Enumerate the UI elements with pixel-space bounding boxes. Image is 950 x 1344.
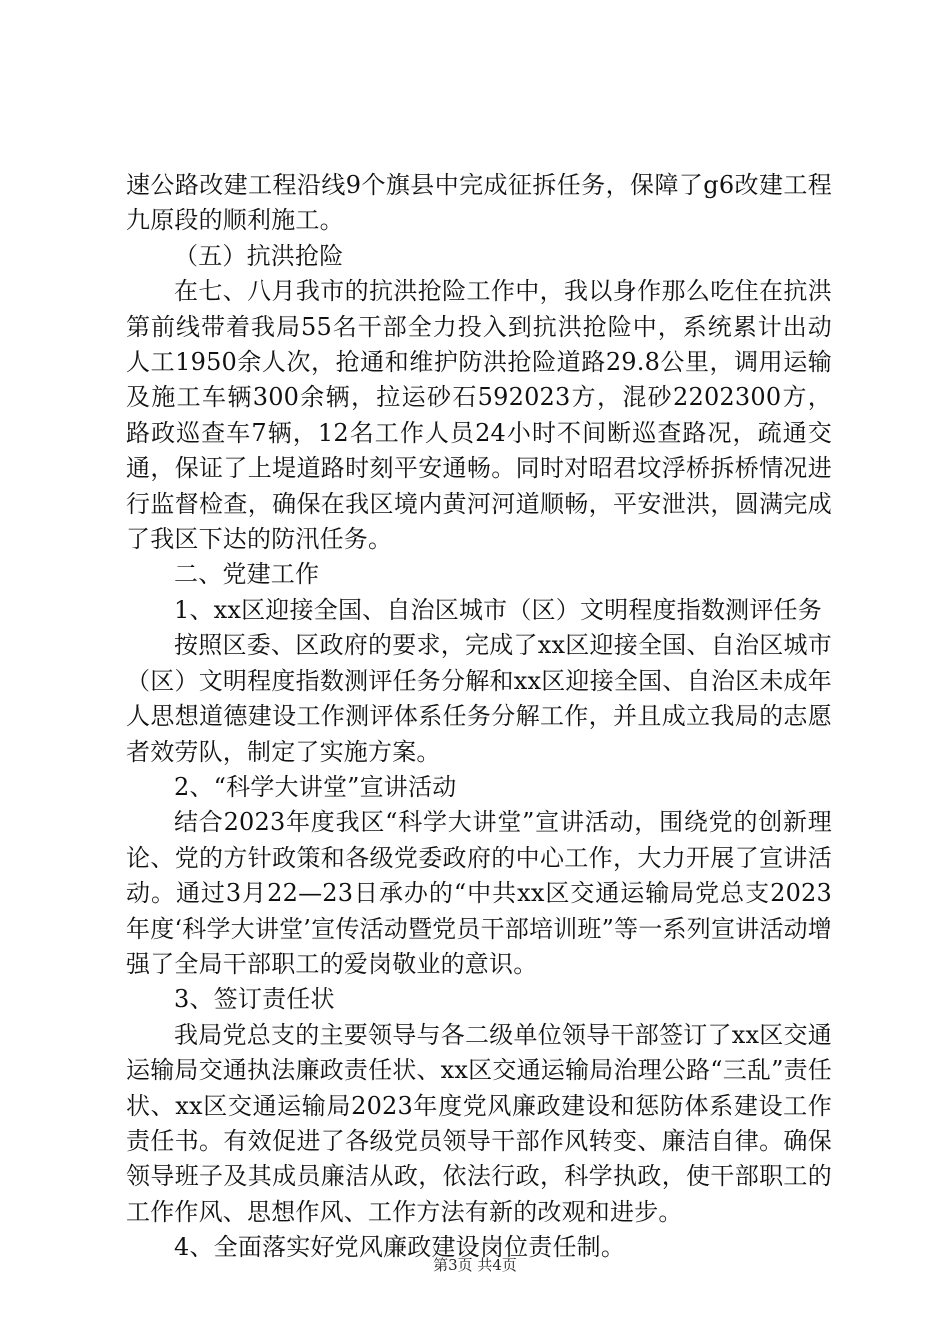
- subheading-civilization-evaluation: 1、xx区迎接全国、自治区城市（区）文明程度指数测评任务: [174, 595, 822, 624]
- document-body: [126, 168, 832, 1266]
- subheading-responsibility-agreement: 3、签订责任状: [174, 985, 335, 1014]
- section-heading-flood-relief: （五）抗洪抢险: [174, 241, 344, 270]
- subheading-science-lecture: 2、“科学大讲堂”宣讲活动: [174, 772, 457, 801]
- paragraph-flood-relief: 在七、八月我市的抗洪抢险工作中，我以身作那么吃住在抗洪第前线带着我局55名干部全力投入到抗洪抢险中，系统累计出动人工1950余人次，抢通和维护防洪抢险道路29.8公里，调用运输及施工车辆300余辆，拉运砂石592023方，混砂2202300方，路政巡查车7辆，12名工作人员24小时不间断巡查路况，疏通交通，保证了上堤道路时刻平安通畅。同时对昭君坟浮桥拆桥情况进行监督检查，确保在我区境内黄河河道顺畅，平安泄洪，圆满完成了我区下达的防汛任务。: [126, 277, 832, 554]
- paragraph-responsibility-agreement: 我局党总支的主要领导与各二级单位领导干部签订了xx区交通运输局交通执法廉政责任状、xx区交通运输局治理公路“三乱”责任状、xx区交通运输局2023年度党风廉政建设和惩防体系建设工作责任书。有效促进了各级党员领导干部作风转变、廉洁自律。确保领导班子及其成员廉洁从政，依法行政，科学执政，使干部职工的工作作风、思想作风、工作方法有新的改观和进步。: [126, 1020, 832, 1226]
- paragraph-continuation: 速公路改建工程沿线9个旗县中完成征拆任务，保障了g6改建工程九原段的顺利施工。: [126, 171, 832, 235]
- section-heading-party-building: 二、党建工作: [174, 560, 320, 589]
- paragraph-civilization-evaluation: 按照区委、区政府的要求，完成了xx区迎接全国、自治区城市（区）文明程度指数测评任务分解和xx区迎接全国、自治区未成年人思想道德建设工作测评体系任务分解工作，并且成立我局的志愿者效劳队，制定了实施方案。: [126, 631, 832, 766]
- subheading-integrity-responsibility: 4、全面落实好党风廉政建设岗位责任制。: [174, 1233, 626, 1262]
- page-number-footer: 第3页 共4页: [433, 1256, 517, 1274]
- paragraph-science-lecture: 结合2023年度我区“科学大讲堂”宣讲活动，围绕党的创新理论、党的方针政策和各级党委政府的中心工作，大力开展了宣讲活动。通过3月22—23日承办的“中共xx区交通运输局党总支2023年度‘科学大讲堂’宣传活动暨党员干部培训班”等一系列宣讲活动增强了全局干部职工的爱岗敬业的意识。: [126, 808, 832, 978]
